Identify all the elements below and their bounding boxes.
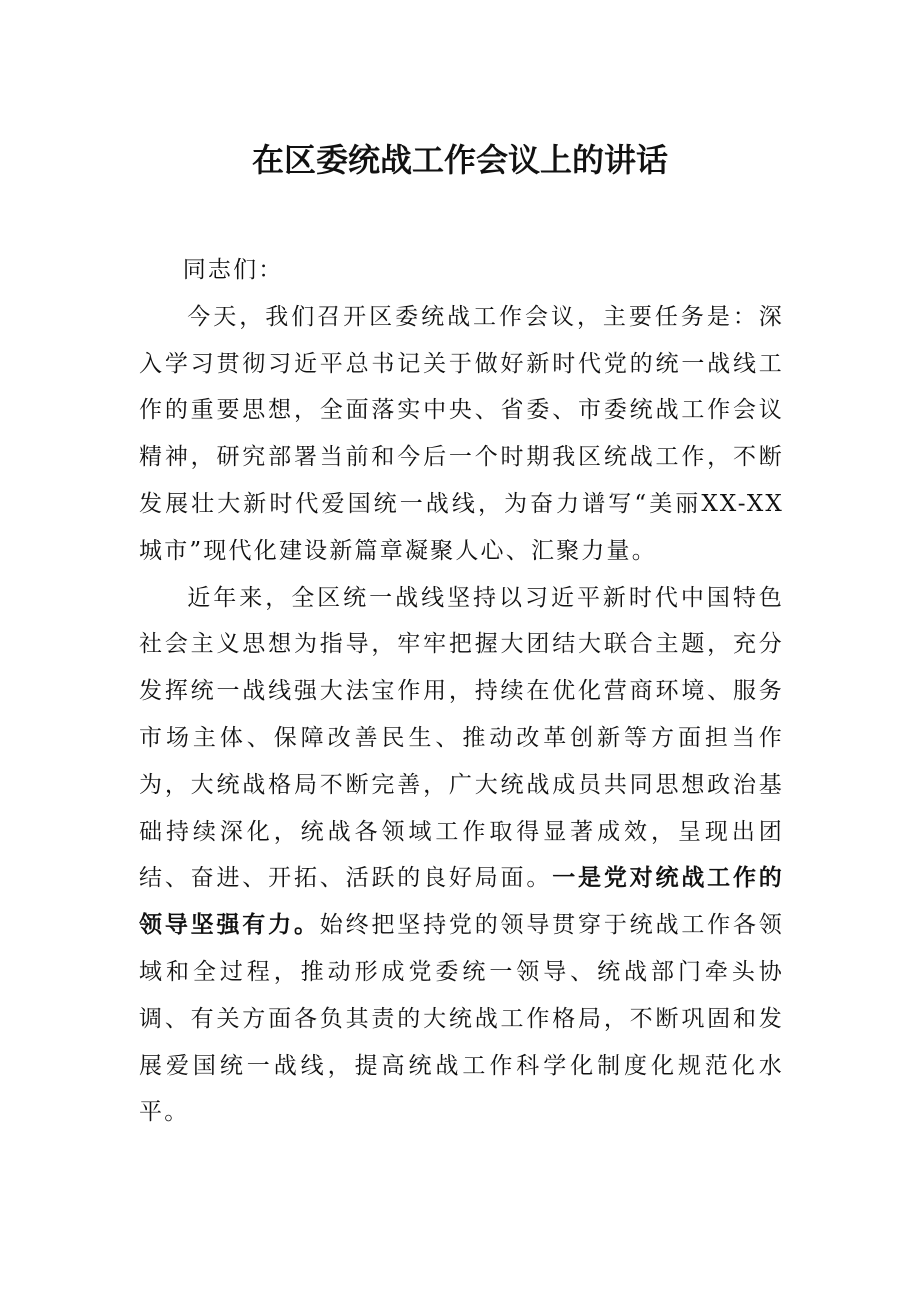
- salutation: 同志们：: [182, 257, 284, 283]
- paragraph-achievements-detail: 始终把坚持党的领导贯穿于统战工作各领域和全过程，推动形成党委统一领导、统战部门牵头协调、有关方面各负其责的大统战工作格局，不断巩固和发展爱国统一战线，提高统战工作科学化制度化规范化水平。: [139, 912, 784, 1126]
- paragraph-achievements: [139, 575, 784, 1137]
- paragraph-achievements-intro: 近年来，全区统一战线坚持以习近平新时代中国特色社会主义思想为指导，牢牢把握大团结大联合主题，充分发挥统一战线强大法宝作用，持续在优化营商环境、服务市场主体、保障改善民生、推动改革创新等方面担当作为，大统战格局不断完善，广大统战成员共同思想政治基础持续深化，统战各领域工作取得显著成效，呈现出团结、奋进、开拓、活跃的良好局面。: [139, 584, 784, 892]
- paragraph-opening: 今天，我们召开区委统战工作会议，主要任务是：深入学习贯彻习近平总书记关于做好新时代党的统一战线工作的重要思想，全面落实中央、省委、市委统战工作会议精神，研究部署当前和今后一个时期我区统战工作，不断发展壮大新时代爱国统一战线，为奋力谱写“美丽XX-XX城市”现代化建设新篇章凝聚人心、汇聚力量。: [139, 303, 784, 564]
- document-title: 在区委统战工作会议上的讲话: [251, 141, 668, 179]
- document-body: [139, 247, 784, 1136]
- highlight-point-one: 一是党对统战工作的领导坚强有力。: [139, 865, 784, 939]
